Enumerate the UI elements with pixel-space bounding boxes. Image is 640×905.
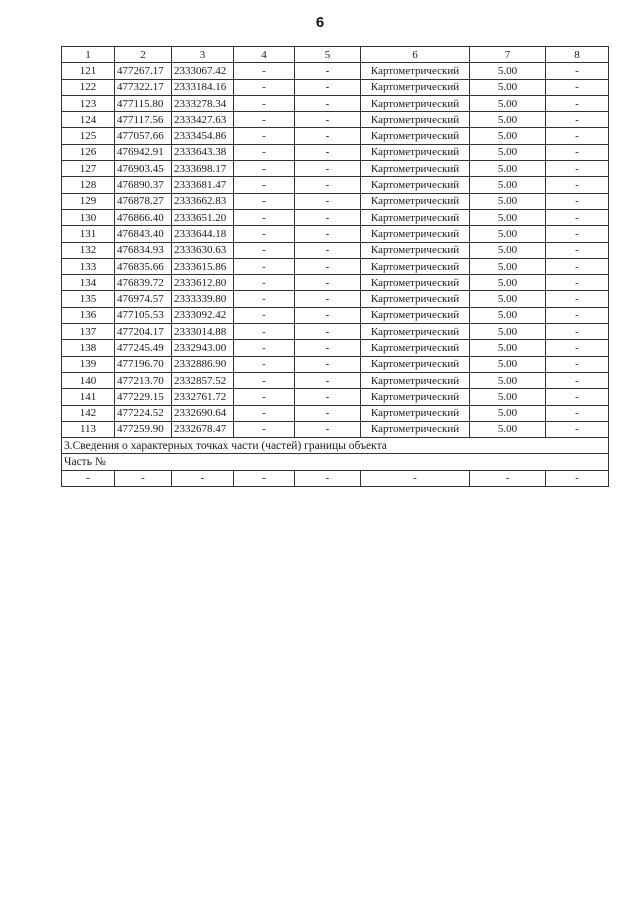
y-coordinate-cell: 2333092.42 <box>172 307 234 323</box>
col8-cell: - <box>546 324 609 340</box>
x-coordinate-cell: 476903.45 <box>115 161 172 177</box>
accuracy-cell: 5.00 <box>470 128 546 144</box>
col8-cell: - <box>546 340 609 356</box>
col8-cell: - <box>546 258 609 274</box>
empty-cell: - <box>470 470 546 486</box>
point-number-cell: 138 <box>62 340 115 356</box>
header-cell: 3 <box>172 47 234 63</box>
col5-cell: - <box>295 258 361 274</box>
table-row <box>62 112 609 128</box>
x-coordinate-cell: 476866.40 <box>115 209 172 225</box>
header-row <box>62 47 609 63</box>
method-cell: Картометрический <box>361 356 470 372</box>
point-number-cell: 141 <box>62 389 115 405</box>
point-number-cell: 124 <box>62 112 115 128</box>
col8-cell: - <box>546 161 609 177</box>
x-coordinate-cell: 477117.56 <box>115 112 172 128</box>
y-coordinate-cell: 2333454.86 <box>172 128 234 144</box>
accuracy-cell: 5.00 <box>470 372 546 388</box>
page-number: 6 <box>315 14 325 31</box>
col5-cell: - <box>295 291 361 307</box>
accuracy-cell: 5.00 <box>470 95 546 111</box>
x-coordinate-cell: 477322.17 <box>115 79 172 95</box>
method-cell: Картометрический <box>361 112 470 128</box>
accuracy-cell: 5.00 <box>470 161 546 177</box>
col8-cell: - <box>546 291 609 307</box>
col5-cell: - <box>295 372 361 388</box>
method-cell: Картометрический <box>361 324 470 340</box>
accuracy-cell: 5.00 <box>470 242 546 258</box>
table-row <box>62 161 609 177</box>
table-row <box>62 144 609 160</box>
col5-cell: - <box>295 324 361 340</box>
col4-cell: - <box>234 291 295 307</box>
accuracy-cell: 5.00 <box>470 356 546 372</box>
table-row <box>62 79 609 95</box>
method-cell: Картометрический <box>361 79 470 95</box>
col8-cell: - <box>546 372 609 388</box>
point-number-cell: 135 <box>62 291 115 307</box>
col8-cell: - <box>546 356 609 372</box>
method-cell: Картометрический <box>361 389 470 405</box>
point-number-cell: 133 <box>62 258 115 274</box>
accuracy-cell: 5.00 <box>470 405 546 421</box>
table-row <box>62 242 609 258</box>
table-row <box>62 421 609 437</box>
col8-cell: - <box>546 389 609 405</box>
x-coordinate-cell: 477245.49 <box>115 340 172 356</box>
empty-cell: - <box>62 470 115 486</box>
accuracy-cell: 5.00 <box>470 177 546 193</box>
col4-cell: - <box>234 242 295 258</box>
col8-cell: - <box>546 95 609 111</box>
method-cell: Картометрический <box>361 226 470 242</box>
col8-cell: - <box>546 307 609 323</box>
x-coordinate-cell: 476890.37 <box>115 177 172 193</box>
method-cell: Картометрический <box>361 258 470 274</box>
accuracy-cell: 5.00 <box>470 112 546 128</box>
section-title: 3.Сведения о характерных точках части (частей) границы объекта <box>62 438 609 454</box>
col5-cell: - <box>295 177 361 193</box>
x-coordinate-cell: 477229.15 <box>115 389 172 405</box>
method-cell: Картометрический <box>361 95 470 111</box>
accuracy-cell: 5.00 <box>470 79 546 95</box>
x-coordinate-cell: 477213.70 <box>115 372 172 388</box>
point-number-cell: 121 <box>62 63 115 79</box>
col4-cell: - <box>234 209 295 225</box>
accuracy-cell: 5.00 <box>470 275 546 291</box>
col4-cell: - <box>234 340 295 356</box>
col5-cell: - <box>295 193 361 209</box>
col5-cell: - <box>295 356 361 372</box>
empty-cell: - <box>172 470 234 486</box>
col8-cell: - <box>546 63 609 79</box>
col5-cell: - <box>295 95 361 111</box>
method-cell: Картометрический <box>361 291 470 307</box>
col8-cell: - <box>546 193 609 209</box>
col5-cell: - <box>295 421 361 437</box>
point-number-cell: 122 <box>62 79 115 95</box>
method-cell: Картометрический <box>361 128 470 144</box>
x-coordinate-cell: 477057.66 <box>115 128 172 144</box>
point-number-cell: 132 <box>62 242 115 258</box>
accuracy-cell: 5.00 <box>470 209 546 225</box>
method-cell: Картометрический <box>361 209 470 225</box>
col8-cell: - <box>546 421 609 437</box>
part-label-row <box>62 454 609 470</box>
table-row <box>62 291 609 307</box>
method-cell: Картометрический <box>361 161 470 177</box>
point-number-cell: 134 <box>62 275 115 291</box>
col4-cell: - <box>234 193 295 209</box>
y-coordinate-cell: 2332761.72 <box>172 389 234 405</box>
point-number-cell: 123 <box>62 95 115 111</box>
section-title-row <box>62 438 609 454</box>
header-cell: 8 <box>546 47 609 63</box>
col8-cell: - <box>546 144 609 160</box>
x-coordinate-cell: 476974.57 <box>115 291 172 307</box>
y-coordinate-cell: 2333184.16 <box>172 79 234 95</box>
y-coordinate-cell: 2332857.52 <box>172 372 234 388</box>
col5-cell: - <box>295 242 361 258</box>
col4-cell: - <box>234 421 295 437</box>
y-coordinate-cell: 2333662.83 <box>172 193 234 209</box>
point-number-cell: 113 <box>62 421 115 437</box>
point-number-cell: 130 <box>62 209 115 225</box>
x-coordinate-cell: 476878.27 <box>115 193 172 209</box>
x-coordinate-cell: 477259.90 <box>115 421 172 437</box>
x-coordinate-cell: 477267.17 <box>115 63 172 79</box>
y-coordinate-cell: 2333427.63 <box>172 112 234 128</box>
method-cell: Картометрический <box>361 340 470 356</box>
y-coordinate-cell: 2333278.34 <box>172 95 234 111</box>
col5-cell: - <box>295 340 361 356</box>
table-row <box>62 63 609 79</box>
y-coordinate-cell: 2333651.20 <box>172 209 234 225</box>
header-cell: 7 <box>470 47 546 63</box>
point-number-cell: 140 <box>62 372 115 388</box>
col5-cell: - <box>295 128 361 144</box>
point-number-cell: 129 <box>62 193 115 209</box>
col4-cell: - <box>234 63 295 79</box>
table-row <box>62 340 609 356</box>
col4-cell: - <box>234 275 295 291</box>
col8-cell: - <box>546 112 609 128</box>
x-coordinate-cell: 476942.91 <box>115 144 172 160</box>
header-cell: 4 <box>234 47 295 63</box>
col5-cell: - <box>295 307 361 323</box>
col5-cell: - <box>295 161 361 177</box>
col8-cell: - <box>546 226 609 242</box>
table-row <box>62 258 609 274</box>
point-number-cell: 126 <box>62 144 115 160</box>
table-body <box>62 47 609 487</box>
col4-cell: - <box>234 226 295 242</box>
y-coordinate-cell: 2333067.42 <box>172 63 234 79</box>
empty-cell: - <box>234 470 295 486</box>
accuracy-cell: 5.00 <box>470 389 546 405</box>
header-cell: 1 <box>62 47 115 63</box>
empty-cell: - <box>295 470 361 486</box>
col5-cell: - <box>295 405 361 421</box>
col4-cell: - <box>234 258 295 274</box>
method-cell: Картометрический <box>361 242 470 258</box>
method-cell: Картометрический <box>361 421 470 437</box>
y-coordinate-cell: 2332690.64 <box>172 405 234 421</box>
table-row <box>62 307 609 323</box>
accuracy-cell: 5.00 <box>470 324 546 340</box>
method-cell: Картометрический <box>361 193 470 209</box>
method-cell: Картометрический <box>361 144 470 160</box>
col4-cell: - <box>234 161 295 177</box>
col5-cell: - <box>295 79 361 95</box>
y-coordinate-cell: 2333615.86 <box>172 258 234 274</box>
accuracy-cell: 5.00 <box>470 291 546 307</box>
empty-cell: - <box>361 470 470 486</box>
col8-cell: - <box>546 79 609 95</box>
table-row <box>62 389 609 405</box>
table-row <box>62 356 609 372</box>
table-row <box>62 324 609 340</box>
header-cell: 2 <box>115 47 172 63</box>
col5-cell: - <box>295 226 361 242</box>
col4-cell: - <box>234 95 295 111</box>
table-row <box>62 193 609 209</box>
table-row <box>62 95 609 111</box>
x-coordinate-cell: 477105.53 <box>115 307 172 323</box>
col5-cell: - <box>295 389 361 405</box>
col4-cell: - <box>234 405 295 421</box>
col4-cell: - <box>234 144 295 160</box>
x-coordinate-cell: 476839.72 <box>115 275 172 291</box>
y-coordinate-cell: 2333643.38 <box>172 144 234 160</box>
coordinates-table <box>61 46 609 487</box>
point-number-cell: 127 <box>62 161 115 177</box>
y-coordinate-cell: 2333698.17 <box>172 161 234 177</box>
table-row <box>62 275 609 291</box>
col4-cell: - <box>234 128 295 144</box>
table-row <box>62 226 609 242</box>
y-coordinate-cell: 2333014.88 <box>172 324 234 340</box>
method-cell: Картометрический <box>361 177 470 193</box>
point-number-cell: 128 <box>62 177 115 193</box>
x-coordinate-cell: 477224.52 <box>115 405 172 421</box>
col4-cell: - <box>234 372 295 388</box>
col4-cell: - <box>234 324 295 340</box>
col5-cell: - <box>295 144 361 160</box>
point-number-cell: 131 <box>62 226 115 242</box>
x-coordinate-cell: 477196.70 <box>115 356 172 372</box>
table-row <box>62 372 609 388</box>
method-cell: Картометрический <box>361 275 470 291</box>
col5-cell: - <box>295 63 361 79</box>
col5-cell: - <box>295 275 361 291</box>
col4-cell: - <box>234 307 295 323</box>
method-cell: Картометрический <box>361 307 470 323</box>
y-coordinate-cell: 2333644.18 <box>172 226 234 242</box>
header-cell: 5 <box>295 47 361 63</box>
y-coordinate-cell: 2333339.80 <box>172 291 234 307</box>
method-cell: Картометрический <box>361 63 470 79</box>
y-coordinate-cell: 2333612.80 <box>172 275 234 291</box>
y-coordinate-cell: 2332678.47 <box>172 421 234 437</box>
x-coordinate-cell: 476843.40 <box>115 226 172 242</box>
col8-cell: - <box>546 275 609 291</box>
col4-cell: - <box>234 79 295 95</box>
table-row <box>62 128 609 144</box>
col8-cell: - <box>546 128 609 144</box>
point-number-cell: 125 <box>62 128 115 144</box>
y-coordinate-cell: 2332943.00 <box>172 340 234 356</box>
point-number-cell: 139 <box>62 356 115 372</box>
empty-part-row <box>62 470 609 486</box>
accuracy-cell: 5.00 <box>470 340 546 356</box>
col8-cell: - <box>546 177 609 193</box>
y-coordinate-cell: 2333630.63 <box>172 242 234 258</box>
table-row <box>62 177 609 193</box>
empty-cell: - <box>546 470 609 486</box>
col8-cell: - <box>546 242 609 258</box>
col4-cell: - <box>234 112 295 128</box>
accuracy-cell: 5.00 <box>470 193 546 209</box>
accuracy-cell: 5.00 <box>470 226 546 242</box>
col8-cell: - <box>546 405 609 421</box>
accuracy-cell: 5.00 <box>470 421 546 437</box>
table-row <box>62 405 609 421</box>
col4-cell: - <box>234 356 295 372</box>
x-coordinate-cell: 476835.66 <box>115 258 172 274</box>
x-coordinate-cell: 477115.80 <box>115 95 172 111</box>
col5-cell: - <box>295 209 361 225</box>
x-coordinate-cell: 476834.93 <box>115 242 172 258</box>
col8-cell: - <box>546 209 609 225</box>
col4-cell: - <box>234 177 295 193</box>
accuracy-cell: 5.00 <box>470 144 546 160</box>
x-coordinate-cell: 477204.17 <box>115 324 172 340</box>
point-number-cell: 136 <box>62 307 115 323</box>
point-number-cell: 137 <box>62 324 115 340</box>
method-cell: Картометрический <box>361 405 470 421</box>
point-number-cell: 142 <box>62 405 115 421</box>
table-row <box>62 209 609 225</box>
header-cell: 6 <box>361 47 470 63</box>
col4-cell: - <box>234 389 295 405</box>
y-coordinate-cell: 2333681.47 <box>172 177 234 193</box>
part-label: Часть № <box>62 454 609 470</box>
col5-cell: - <box>295 112 361 128</box>
accuracy-cell: 5.00 <box>470 307 546 323</box>
accuracy-cell: 5.00 <box>470 258 546 274</box>
method-cell: Картометрический <box>361 372 470 388</box>
accuracy-cell: 5.00 <box>470 63 546 79</box>
empty-cell: - <box>115 470 172 486</box>
y-coordinate-cell: 2332886.90 <box>172 356 234 372</box>
